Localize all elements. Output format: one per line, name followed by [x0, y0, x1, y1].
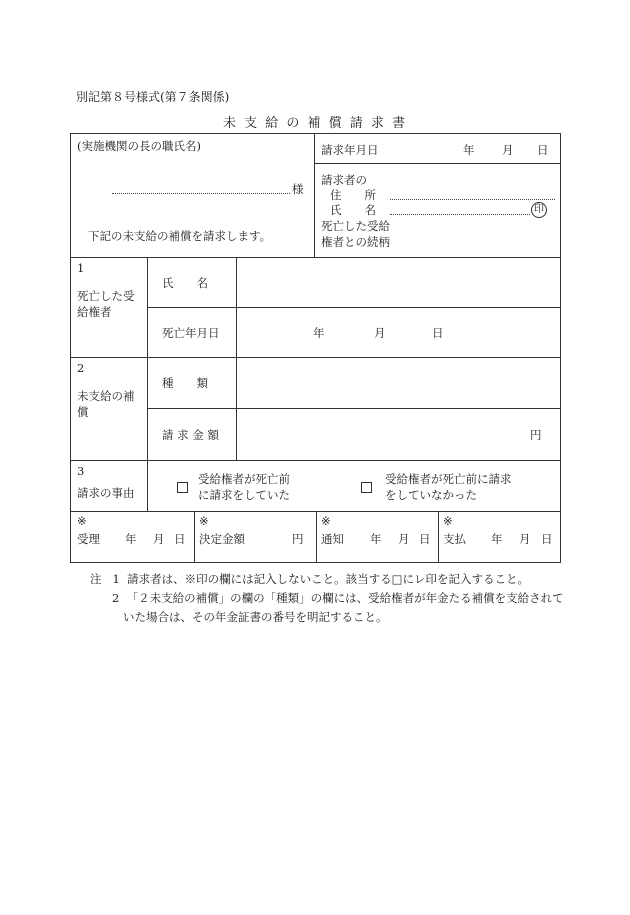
death-date-month: 月 — [374, 326, 386, 340]
section1-number: 1 — [77, 261, 85, 275]
claim-date-year: 年 — [463, 143, 475, 157]
addressee-name-line[interactable] — [112, 193, 290, 194]
note1-text: 請求者は、※印の欄には記入しないこと。該当する□にレ印を記入すること。 — [127, 572, 529, 586]
section2-label-line2: 償 — [77, 405, 89, 419]
notice-year: 年 — [370, 532, 382, 546]
claim-date-label: 請求年月日 — [321, 143, 379, 157]
receipt-year: 年 — [125, 532, 137, 546]
receipt-day: 日 — [174, 532, 186, 546]
claimant-address-line[interactable] — [390, 199, 555, 200]
deceased-name-label: 氏 名 — [162, 276, 208, 290]
reason-option1-line2: に請求をしていた — [198, 488, 290, 502]
claim-amount-yen: 円 — [530, 428, 542, 442]
section1-label-line1: 死亡した受 — [77, 289, 135, 303]
claimant-heading: 請求者の — [321, 173, 367, 187]
reason-option1-line1: 受給権者が死亡前 — [198, 472, 290, 486]
section3-label: 請求の事由 — [77, 486, 135, 500]
claim-amount-label: 請 求 金 額 — [162, 428, 219, 442]
notice-day: 日 — [419, 532, 431, 546]
section2-number: 2 — [77, 361, 85, 375]
seal-mark: 印 — [531, 202, 547, 218]
reason-option2-line2: をしていなかった — [385, 488, 477, 502]
claim-date-day: 日 — [537, 143, 549, 157]
form-caption: 別記第８号様式(第７条関係) — [76, 90, 230, 104]
payment-year: 年 — [491, 532, 503, 546]
payment-office-mark: ※ — [443, 514, 453, 528]
receipt-office-mark: ※ — [77, 514, 87, 528]
addressee-honorific: 様 — [292, 182, 304, 196]
death-date-day: 日 — [432, 326, 444, 340]
notice-label: 通知 — [321, 532, 344, 546]
note2-text-line1: 「２未支給の補償」の欄の「種類」の欄には、受給権者が年金たる補償を支給されて — [126, 591, 564, 605]
note-label: 注 — [90, 572, 102, 586]
death-date-year: 年 — [313, 326, 325, 340]
claim-date-month: 月 — [502, 143, 514, 157]
note1-number: 1 — [112, 572, 120, 586]
note2-text-line2: いた場合は、その年金証書の番号を明記すること。 — [123, 610, 388, 624]
reason-option1-checkbox[interactable] — [177, 482, 188, 493]
receipt-month: 月 — [153, 532, 165, 546]
payment-day: 日 — [541, 532, 553, 546]
decision-amount-yen: 円 — [292, 532, 304, 546]
compensation-type-label: 種 類 — [162, 376, 208, 390]
claimant-relation-line2: 権者との続柄 — [321, 235, 390, 249]
claim-form-table — [70, 133, 561, 563]
notice-month: 月 — [398, 532, 410, 546]
request-text: 下記の未支給の補償を請求します。 — [88, 229, 272, 243]
section3-number: 3 — [77, 464, 85, 478]
claimant-address-label: 住 所 — [330, 188, 376, 202]
reason-option2-checkbox[interactable] — [361, 482, 372, 493]
payment-month: 月 — [519, 532, 531, 546]
notice-office-mark: ※ — [321, 514, 331, 528]
notes — [90, 570, 564, 627]
addressee-label: (実施機関の長の職氏名) — [77, 139, 201, 153]
note2-number: 2 — [112, 591, 120, 605]
section1-label-line2: 給権者 — [77, 305, 112, 319]
form-title: 未 支 給 の 補 償 請 求 書 — [222, 116, 408, 131]
claimant-name-label: 氏 名 — [330, 203, 376, 217]
decision-amount-label: 決定金額 — [199, 532, 245, 546]
decision-office-mark: ※ — [199, 514, 209, 528]
claimant-name-line[interactable] — [390, 214, 530, 215]
reason-option2-line1: 受給権者が死亡前に請求 — [385, 472, 512, 486]
payment-label: 支払 — [443, 532, 466, 546]
section2-label-line1: 未支給の補 — [77, 389, 135, 403]
claimant-relation-line1: 死亡した受給 — [321, 219, 390, 233]
death-date-label: 死亡年月日 — [162, 326, 220, 340]
receipt-label: 受理 — [77, 532, 100, 546]
